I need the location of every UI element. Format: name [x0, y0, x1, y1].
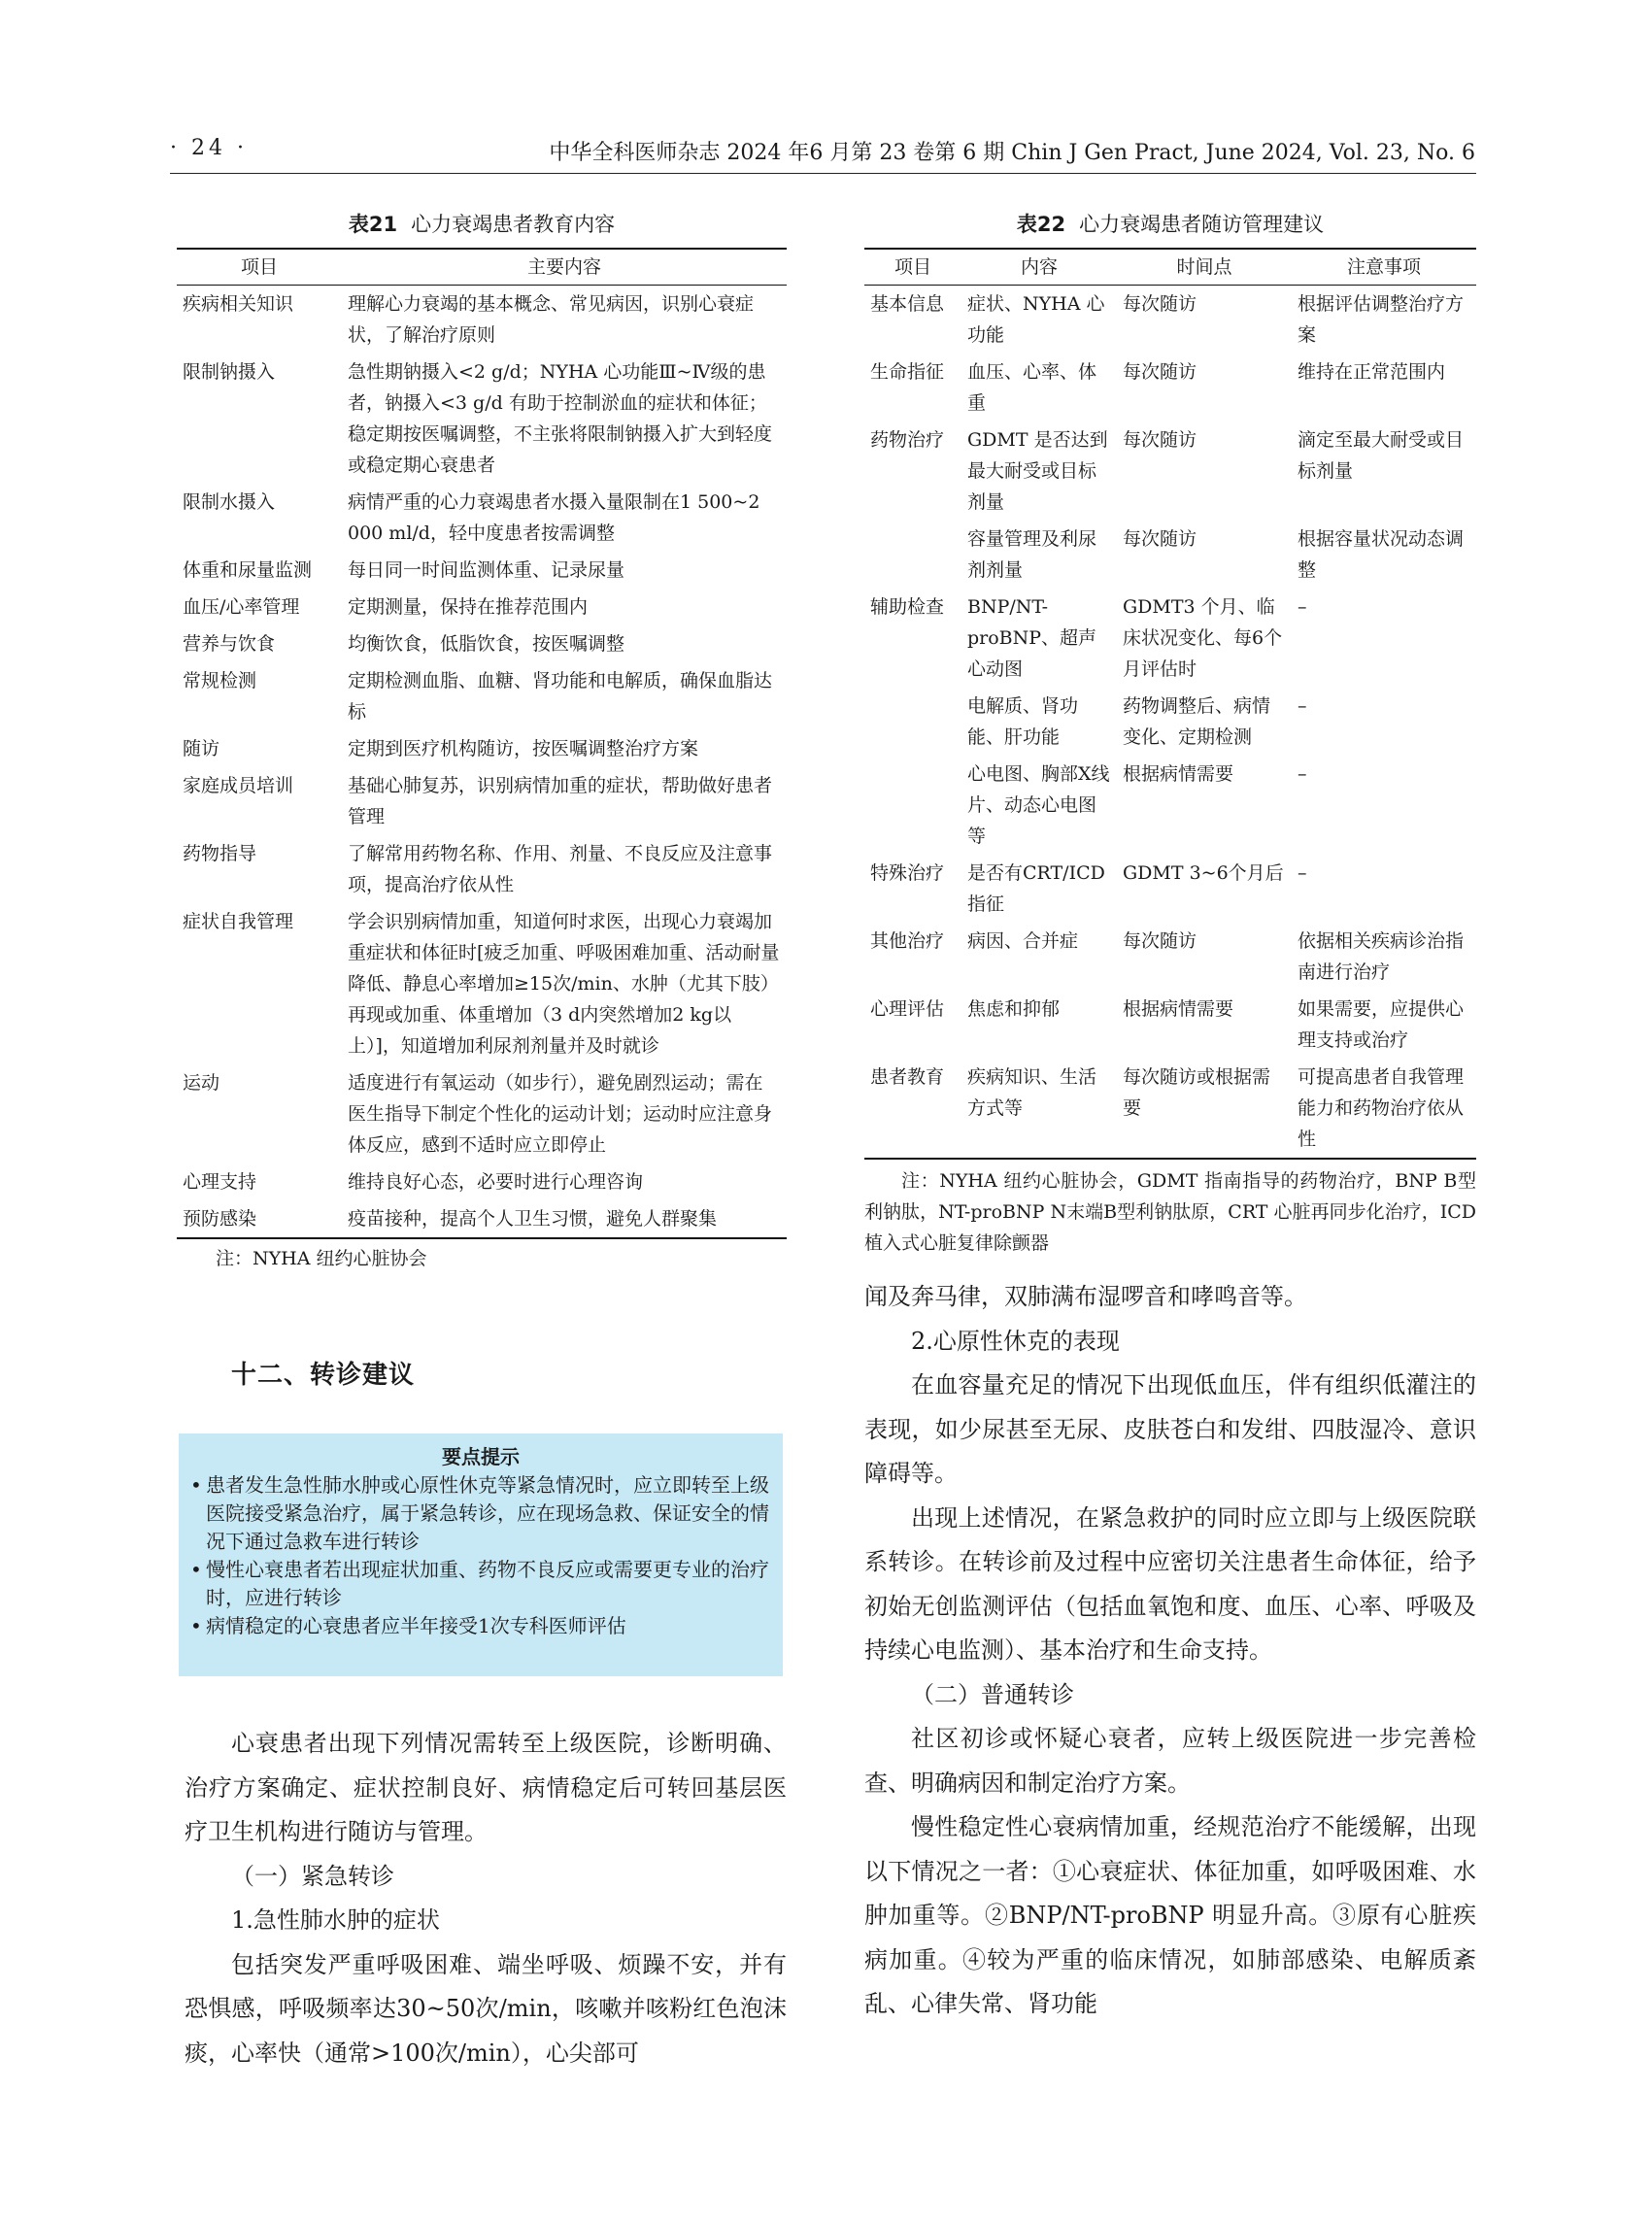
table-cell: 药物指导: [183, 843, 257, 864]
key-point-item: • 慢性心衰患者若出现症状加重、药物不良反应或需要更专业的治疗时，应进行转诊: [190, 1556, 771, 1612]
table-row: [177, 835, 787, 903]
subheading-cardiogenic-shock: 2.心原性休克的表现: [911, 1327, 1120, 1355]
table-cell: 每次随访: [1123, 930, 1197, 952]
table-row: [177, 903, 787, 1064]
table-cell: 根据病情需要: [1123, 763, 1234, 785]
table-cell: 根据容量状况动态调整: [1298, 528, 1465, 581]
table21-body: [177, 286, 787, 1239]
table-cell: 急性期钠摄入<2 g/d；NYHA 心功能Ⅲ~Ⅳ级的患者，钠摄入<3 g/d 有助于控制淤血的症状和体征；稳定期按医嘱调整，不主张将限制钠摄入扩大到轻度或稳定期心衰患者: [348, 361, 773, 476]
table-cell: 如果需要，应提供心理支持或治疗: [1298, 998, 1465, 1051]
table-row: [177, 589, 787, 625]
table-cell: 焦虑和抑郁: [967, 998, 1061, 1020]
table-cell: [864, 756, 961, 855]
table-cell: 患者教育: [864, 1059, 961, 1159]
page-number: · 24 ·: [170, 136, 248, 160]
table-cell: 营养与饮食: [183, 633, 276, 655]
table-cell: 病情严重的心力衰竭患者水摄入量限制在1 500~2 000 ml/d，轻中度患者按需调整: [348, 491, 760, 544]
table-cell: 可提高患者自我管理能力和药物治疗依从性: [1292, 1059, 1476, 1159]
table21-header-content: 主要内容: [342, 249, 787, 286]
table-cell: 特殊治疗: [870, 862, 945, 884]
table-row: [177, 730, 787, 767]
subheading-urgent-referral: （一）紧急转诊: [231, 1862, 394, 1890]
table-row: [864, 991, 1476, 1059]
table-row: [177, 484, 787, 552]
table-cell: 基础心肺复苏，识别病情加重的症状，帮助做好患者管理: [348, 775, 773, 827]
table-cell: 了解常用药物名称、作用、剂量、不良反应及注意事项，提高治疗依从性: [348, 843, 773, 895]
section-heading: 十二、转诊建议: [231, 1361, 416, 1390]
table-cell: 血压/心率管理: [183, 596, 300, 618]
table21-block: [177, 209, 787, 1274]
table-row: [177, 625, 787, 662]
table-row: [864, 756, 1476, 855]
table-cell: 每次随访: [1123, 528, 1197, 550]
table22-caption: [864, 209, 1476, 238]
table-cell: 每次随访或根据需要: [1117, 1059, 1292, 1159]
table22-header-notes: 注意事项: [1292, 249, 1476, 286]
table-cell: 辅助检查: [870, 596, 945, 618]
paragraph: 闻及奔马律，双肺满布湿啰音和哮鸣音等。: [864, 1283, 1307, 1310]
table22-block: [864, 209, 1476, 1259]
table-cell: 症状自我管理: [183, 911, 294, 932]
table-row: [864, 521, 1476, 589]
table-cell: 适度进行有氧运动（如步行），避免剧烈运动；需在医生指导下制定个性化的运动计划；运动时应注意身体反应，感到不适时应立即停止: [348, 1072, 773, 1156]
table-cell: 体重和尿量监测: [183, 559, 313, 581]
table22-header-time: 时间点: [1117, 249, 1292, 286]
table22-header-content: 内容: [961, 249, 1117, 286]
table-cell: 限制钠摄入: [183, 361, 276, 383]
table-row: [864, 855, 1476, 923]
table-row: [864, 354, 1476, 421]
key-points-title: 要点提示: [442, 1445, 520, 1468]
subheading-pulmonary-edema: 1.急性肺水肿的症状: [231, 1906, 440, 1934]
table21-number: 表21: [348, 213, 398, 236]
key-points-box: [179, 1433, 783, 1676]
key-point-item: • 患者发生急性肺水肿或心原性休克等紧急情况时，应立即转至上级医院接受紧急治疗，属于紧急转诊，应在现场急救、保证安全的情况下通过急救车进行转诊: [190, 1471, 771, 1556]
table-cell: –: [1298, 862, 1307, 884]
journal-header: 中华全科医师杂志 2024 年6 月第 23 卷第 6 期 Chin J Gen Pract, June 2024, Vol. 23, No. 6: [549, 141, 1475, 165]
table-cell: 根据评估调整治疗方案: [1298, 293, 1465, 346]
table-cell: 根据病情需要: [1123, 998, 1234, 1020]
table-row: [177, 1163, 787, 1200]
right-body-text: [864, 1275, 1476, 2027]
table22-number: 表22: [1016, 213, 1066, 236]
key-point-item: • 病情稳定的心衰患者应半年接受1次专科医师评估: [190, 1612, 771, 1640]
table-row: [864, 286, 1476, 354]
table-row: [177, 767, 787, 835]
table-cell: 疾病知识、生活方式等: [961, 1059, 1117, 1159]
table-row: [177, 552, 787, 589]
table-cell: 心电图、胸部X线片、动态心电图等: [967, 763, 1110, 847]
table-cell: 定期检测血脂、血糖、肾功能和电解质，确保血脂达标: [348, 670, 773, 723]
subheading-general-referral: （二）普通转诊: [911, 1680, 1074, 1708]
table-cell: 理解心力衰竭的基本概念、常见病因，识别心衰症状，了解治疗原则: [348, 293, 755, 346]
paragraph: 出现上述情况，在紧急救护的同时应立即与上级医院联系转诊。在转诊前及过程中应密切关注患者生命体征，给予初始无创监测评估（包括血氧饱和度、血压、心率、呼吸及持续心电监测）、基本治疗和生命支持。: [864, 1503, 1476, 1664]
table-cell: 随访: [183, 738, 220, 759]
table-cell: 定期到医疗机构随访，按医嘱调整治疗方案: [348, 738, 699, 759]
table-cell: 均衡饮食，低脂饮食，按医嘱调整: [348, 633, 625, 655]
table21-header-item: 项目: [177, 249, 342, 286]
table-row: [864, 421, 1476, 521]
table-cell: 每次随访: [1123, 293, 1197, 315]
table-cell: 药物治疗: [870, 429, 945, 451]
table-row: [864, 589, 1476, 688]
table-cell: 病因、合并症: [967, 930, 1079, 952]
paragraph: 社区初诊或怀疑心衰者，应转上级医院进一步完善检查、明确病因和制定治疗方案。: [864, 1725, 1476, 1797]
table-row: [177, 662, 787, 730]
table-cell: 药物调整后、病情变化、定期检测: [1123, 695, 1271, 748]
table-row: [864, 688, 1476, 756]
table-cell: 家庭成员培训: [183, 775, 294, 796]
table-cell: 常规检测: [183, 670, 257, 691]
table-row: [177, 1064, 787, 1163]
table-cell: GDMT3 个月、临床状况变化、每6个月评估时: [1123, 596, 1283, 680]
key-points-list: [190, 1471, 771, 1640]
table-cell: 症状、NYHA 心功能: [967, 293, 1105, 346]
table-cell: 定期测量，保持在推荐范围内: [348, 596, 589, 618]
table-cell: 其他治疗: [870, 930, 945, 952]
table-cell: BNP/NT-proBNP、超声心动图: [967, 596, 1097, 680]
table-cell: 维持良好心态，必要时进行心理咨询: [348, 1171, 644, 1193]
table-cell: 心理评估: [870, 998, 945, 1020]
paragraph: 慢性稳定性心衰病情加重，经规范治疗不能缓解，出现以下情况之一者：①心衰症状、体征加重，如呼吸困难、水肿加重等。②BNP/NT-proBNP 明显升高。③原有心脏疾病加重。④较为严重的临床情况，如肺部感染、电解质紊乱、心律失常、肾功能: [864, 1813, 1476, 2017]
table-cell: 疾病相关知识: [183, 293, 294, 315]
table-cell: 依据相关疾病诊治指南进行治疗: [1298, 930, 1465, 983]
table-row: [177, 1200, 787, 1238]
paragraph: 心衰患者出现下列情况需转至上级医院，诊断明确、治疗方案确定、症状控制良好、病情稳定后可转回基层医疗卫生机构进行随访与管理。: [185, 1730, 787, 1845]
table22-body: [864, 286, 1476, 1160]
table-cell: 维持在正常范围内: [1298, 361, 1446, 383]
table-cell: 每日同一时间监测体重、记录尿量: [348, 559, 625, 581]
table22-title: 心力衰竭患者随访管理建议: [1079, 213, 1325, 236]
table-row: [864, 1059, 1476, 1159]
table21-title: 心力衰竭患者教育内容: [411, 213, 616, 236]
table22-note: 注：NYHA 纽约心脏协会，GDMT 指南指导的药物治疗，BNP B型利钠肽，NT-proBNP N末端B型利钠肽原，CRT 心脏再同步化治疗，ICD 植入式心脏复律除颤器: [864, 1170, 1476, 1254]
table-cell: –: [1298, 695, 1307, 717]
table-cell: –: [1298, 763, 1307, 785]
table-cell: [864, 688, 961, 756]
paragraph: 在血容量充足的情况下出现低血压，伴有组织低灌注的表现，如少尿甚至无尿、皮肤苍白和发绀、四肢湿冷、意识障碍等。: [864, 1371, 1476, 1487]
table21-note: 注：NYHA 纽约心脏协会: [216, 1248, 427, 1269]
table-cell: 血压、心率、体重: [967, 361, 1097, 414]
table-cell: 电解质、肾功能、肝功能: [967, 695, 1079, 748]
paragraph: 包括突发严重呼吸困难、端坐呼吸、烦躁不安，并有恐惧感，呼吸频率达30~50次/min，咳嗽并咳粉红色泡沫痰，心率快（通常>100次/min），心尖部可: [185, 1950, 787, 2067]
table-cell: GDMT 3~6个月后: [1123, 862, 1284, 884]
table-cell: 疫苗接种，提高个人卫生习惯，避免人群聚集: [342, 1200, 787, 1238]
table22: [864, 248, 1476, 1160]
table-cell: 心理支持: [183, 1171, 257, 1193]
table-cell: 滴定至最大耐受或目标剂量: [1298, 429, 1465, 482]
table21: [177, 248, 787, 1239]
table-cell: 限制水摄入: [183, 491, 276, 513]
table-cell: 生命指征: [870, 361, 945, 383]
table-cell: 基本信息: [870, 293, 945, 315]
table-cell: [864, 521, 961, 589]
table-row: [177, 354, 787, 484]
table-cell: 学会识别病情加重，知道何时求医，出现心力衰竭加重症状和体征时[疲乏加重、呼吸困难加重、活动耐量降低、静息心率增加≥15次/min、水肿（尤其下肢）再现或加重、体重增加（3 d内突然增加2 kg以上）]，知道增加利尿剂剂量并及时就诊: [348, 911, 780, 1057]
table-cell: 每次随访: [1123, 361, 1197, 383]
table-row: [177, 286, 787, 354]
table21-caption: [177, 209, 787, 238]
table-cell: 每次随访: [1123, 429, 1197, 451]
table-cell: GDMT 是否达到最大耐受或目标剂量: [967, 429, 1108, 513]
table-cell: 容量管理及利尿剂剂量: [967, 528, 1097, 581]
header-rule: [170, 173, 1476, 174]
table-cell: 运动: [183, 1072, 220, 1094]
table-row: [864, 923, 1476, 991]
table-cell: 是否有CRT/ICD指征: [967, 862, 1105, 915]
table-cell: 预防感染: [177, 1200, 342, 1238]
table22-header-item: 项目: [864, 249, 961, 286]
left-body-text: [185, 1722, 787, 2075]
table-cell: –: [1298, 596, 1307, 618]
